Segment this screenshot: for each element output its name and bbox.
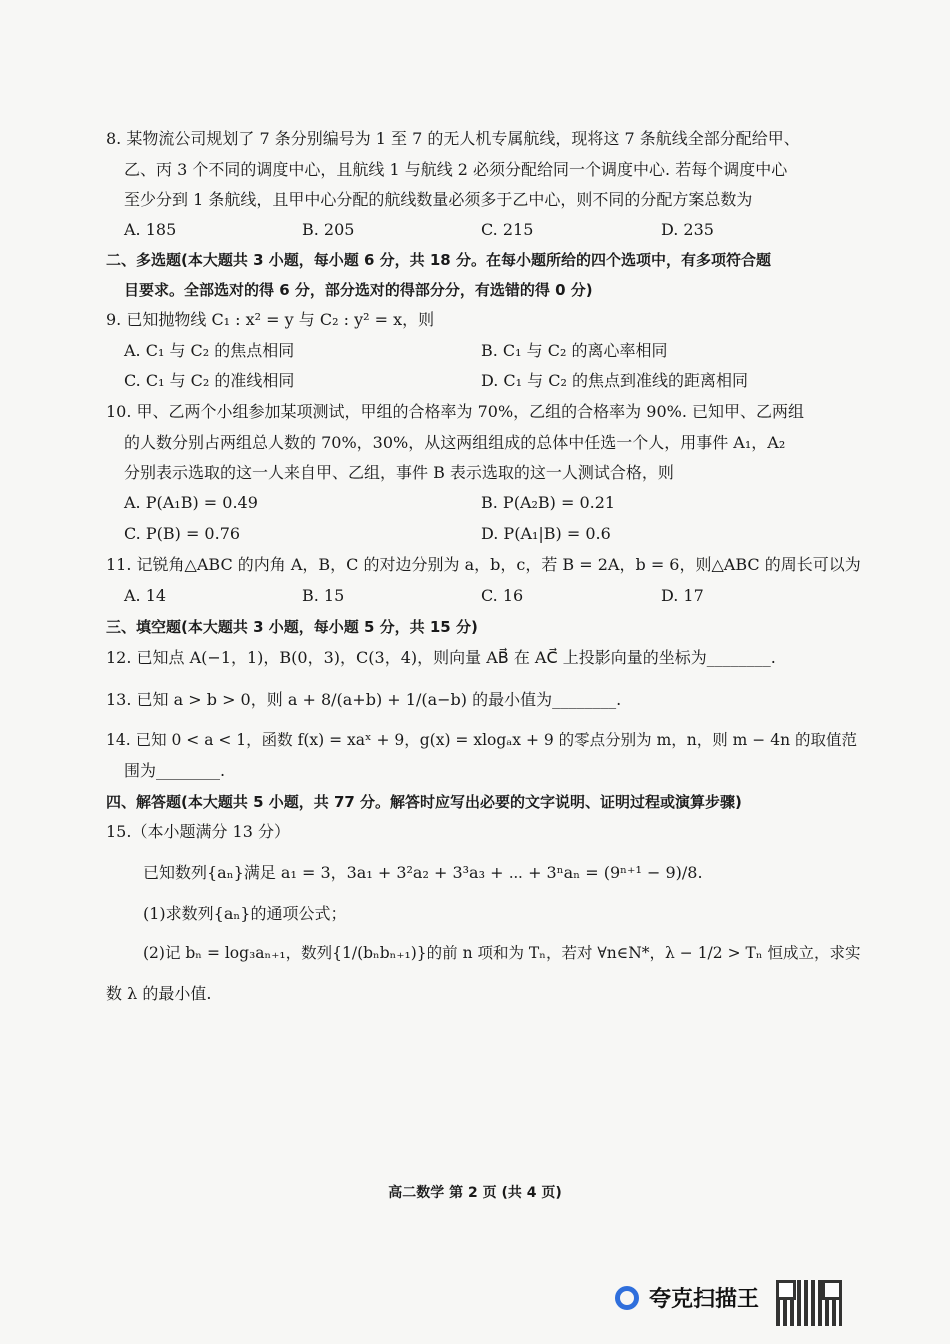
q10-option-c: C. P(B) = 0.76 bbox=[124, 524, 241, 543]
q12: 12. 已知点 A(−1，1)，B(0，3)，C(3，4)，则向量 AB⃗ 在 AC⃗ 上投影向量的坐标为________. bbox=[106, 648, 776, 667]
scanner-watermark-text: 夸克扫描王 bbox=[649, 1287, 760, 1312]
q15-part2-cont: 数 λ 的最小值. bbox=[106, 984, 212, 1003]
q8-line2: 乙、丙 3 个不同的调度中心，且航线 1 与航线 2 必须分配给同一个调度中心. 若每个调度中心 bbox=[124, 160, 788, 179]
q10-option-d: D. P(A₁|B) = 0.6 bbox=[481, 524, 611, 543]
q11-stem: 11. 记锐角△ABC 的内角 A，B，C 的对边分别为 a，b，c，若 B = 2A，b = 6，则△ABC 的周长可以为 bbox=[106, 555, 861, 574]
q11-option-c: C. 16 bbox=[481, 586, 524, 605]
q8-option-a: A. 185 bbox=[124, 220, 177, 239]
q15-part2: (2)记 bₙ = log₃aₙ₊₁，数列{1/(bₙbₙ₊₁)}的前 n 项和为 Tₙ，若对 ∀n∈N*，λ − 1/2 > Tₙ 恒成立，求实 bbox=[143, 944, 861, 962]
q8-option-c: C. 215 bbox=[481, 220, 534, 239]
q11-option-b: B. 15 bbox=[302, 586, 345, 605]
q9-option-c: C. C₁ 与 C₂ 的准线相同 bbox=[124, 371, 295, 390]
q9-option-a: A. C₁ 与 C₂ 的焦点相同 bbox=[124, 341, 295, 360]
q9-stem: 9. 已知抛物线 C₁ : x² = y 与 C₂ : y² = x，则 bbox=[106, 310, 435, 329]
q8-option-d: D. 235 bbox=[661, 220, 714, 239]
q13: 13. 已知 a > b > 0，则 a + 8/(a+b) + 1/(a−b) 的最小值为________. bbox=[106, 690, 622, 709]
q15-part1: (1)求数列{aₙ}的通项公式； bbox=[143, 904, 347, 923]
q11-option-a: A. 14 bbox=[124, 586, 167, 605]
q10-line2: 的人数分别占两组总人数的 70%，30%，从这两组组成的总体中任选一个人，用事件 A₁，A₂ bbox=[124, 433, 786, 452]
section3-heading: 三、填空题(本大题共 3 小题，每小题 5 分，共 15 分) bbox=[106, 618, 478, 636]
q9-option-b: B. C₁ 与 C₂ 的离心率相同 bbox=[481, 341, 668, 360]
q14-line1: 14. 已知 0 < a < 1，函数 f(x) = xaˣ + 9，g(x) = xlogₐx + 9 的零点分别为 m，n，则 m − 4n 的取值范 bbox=[106, 731, 857, 749]
q14-line2: 围为________. bbox=[124, 761, 226, 780]
section2-heading-line1: 二、多选题(本大题共 3 小题，每小题 6 分，共 18 分。在每小题所给的四个选项中，有多项符合题 bbox=[106, 251, 771, 269]
q10-line3: 分别表示选取的这一人来自甲、乙组，事件 B 表示选取的这一人测试合格，则 bbox=[124, 463, 674, 482]
q9-option-d: D. C₁ 与 C₂ 的焦点到准线的距离相同 bbox=[481, 371, 749, 390]
q15-given: 已知数列{aₙ}满足 a₁ = 3，3a₁ + 3²a₂ + 3³a₃ + ⋯ + 3ⁿaₙ = (9ⁿ⁺¹ − 9)/8. bbox=[143, 863, 703, 882]
section2-heading-line2: 目要求。全部选对的得 6 分，部分选对的得部分分，有选错的得 0 分) bbox=[124, 281, 593, 299]
q8-line1: 8. 某物流公司规划了 7 条分别编号为 1 至 7 的无人机专属航线，现将这 7 条航线全部分配给甲、 bbox=[106, 129, 800, 148]
q15-heading: 15.（本小题满分 13 分） bbox=[106, 822, 290, 841]
scanner-watermark bbox=[615, 1282, 759, 1313]
q10-line1: 10. 甲、乙两个小组参加某项测试，甲组的合格率为 70%，乙组的合格率为 90%. 已知甲、乙两组 bbox=[106, 402, 805, 421]
page-footer: 高二数学 第 2 页 (共 4 页) bbox=[388, 1185, 562, 1201]
q10-option-a: A. P(A₁B) = 0.49 bbox=[124, 493, 258, 512]
section4-heading: 四、解答题(本大题共 5 小题，共 77 分。解答时应写出必要的文字说明、证明过程或演算步骤) bbox=[106, 793, 742, 811]
q10-option-b: B. P(A₂B) = 0.21 bbox=[481, 493, 616, 512]
qr-code-icon bbox=[776, 1280, 842, 1326]
q8-line3: 至少分到 1 条航线，且甲中心分配的航线数量必须多于乙中心，则不同的分配方案总数为 bbox=[124, 190, 753, 209]
q8-option-b: B. 205 bbox=[302, 220, 355, 239]
q11-option-d: D. 17 bbox=[661, 586, 704, 605]
scanner-logo-icon bbox=[615, 1286, 639, 1310]
